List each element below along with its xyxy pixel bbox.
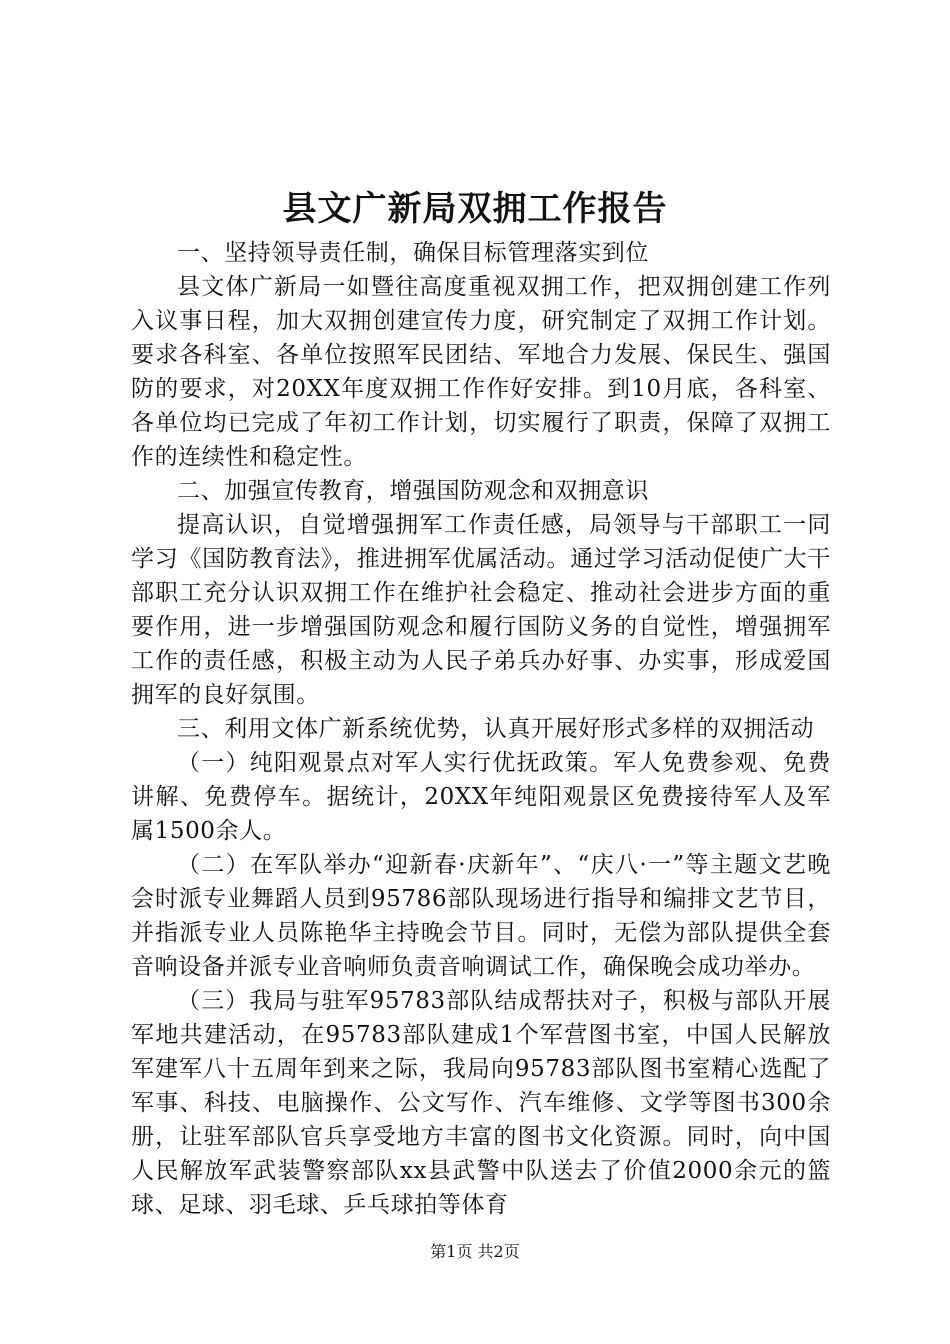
- document-body: [131, 236, 831, 1222]
- section-heading-1: 一、坚持领导责任制，确保目标管理落实到位: [177, 240, 649, 266]
- paragraph-2: 提高认识，自觉增强拥军工作责任感，局领导与干部职工一同学习《国防教育法》，推进拥军优属活动。通过学习活动促使广大干部职工充分认识双拥工作在维护社会稳定、推动社会进步方面的重要作用，进一步增强国防观念和履行国防义务的自觉性，增强拥军工作的责任感，积极主动为人民子弟兵办好事、办实事，形成爱国拥军的良好氛围。: [131, 512, 831, 708]
- document-title: 县文广新局双拥工作报告: [282, 189, 668, 229]
- section-heading-3: 三、利用文体广新系统优势，认真开展好形式多样的双拥活动: [177, 716, 815, 742]
- paragraph-3-1: （一）纯阳观景点对军人实行优抚政策。军人免费参观、免费讲解、免费停车。据统计，20XX年纯阳观景区免费接待军人及军属1500余人。: [131, 750, 831, 844]
- section-heading-2: 二、加强宣传教育，增强国防观念和双拥意识: [177, 478, 649, 504]
- paragraph-3-2: （二）在军队举办“迎新春·庆新年”、“庆八·一”等主题文艺晚会时派专业舞蹈人员到95786部队现场进行指导和编排文艺节目，并指派专业人员陈艳华主持晚会节目。同时，无偿为部队提供全套音响设备并派专业音响师负责音响调试工作，确保晚会成功举办。: [131, 852, 831, 980]
- paragraph-1: 县文体广新局一如暨往高度重视双拥工作，把双拥创建工作列入议事日程，加大双拥创建宣传力度，研究制定了双拥工作计划。要求各科室、各单位按照军民团结、军地合力发展、保民生、强国防的要求，对20XX年度双拥工作作好安排。到10月底，各科室、各单位均已完成了年初工作计划，切实履行了职责，保障了双拥工作的连续性和稳定性。: [131, 274, 831, 470]
- page-footer: 第1页 共2页: [430, 1242, 520, 1261]
- paragraph-3-3: （三）我局与驻军95783部队结成帮扶对子，积极与部队开展军地共建活动，在95783部队建成1个军营图书室，中国人民解放军建军八十五周年到来之际，我局向95783部队图书室精心选配了军事、科技、电脑操作、公文写作、汽车维修、文学等图书300余册，让驻军部队官兵享受地方丰富的图书文化资源。同时，向中国人民解放军武装警察部队xx县武警中队送去了价值2000余元的篮球、足球、羽毛球、乒乓球拍等体育: [131, 988, 831, 1218]
